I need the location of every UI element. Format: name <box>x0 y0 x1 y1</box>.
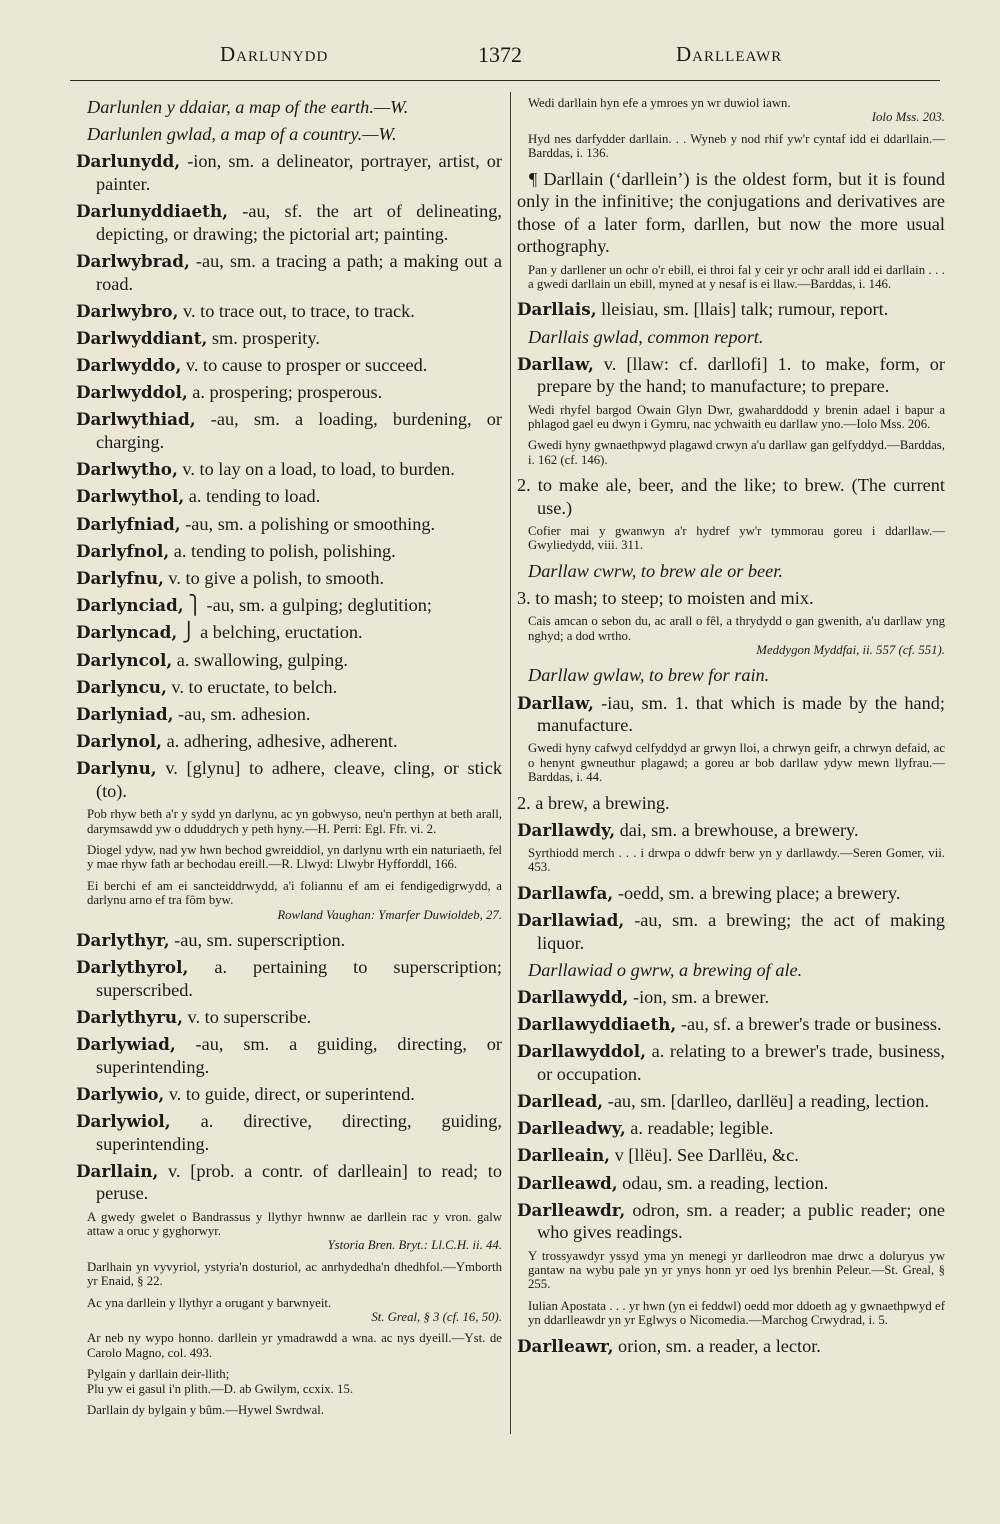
definition: v. to cause to prosper or succeed. <box>181 355 428 376</box>
quotation-source: Iolo Mss. 203. <box>871 110 945 125</box>
headword: Darlywiad, <box>76 1034 176 1055</box>
definition: 2. to make ale, beer, and the like; to brew. (The current use.) <box>517 475 945 518</box>
headword: Darllaw, <box>517 692 594 713</box>
dictionary-entry <box>76 540 502 563</box>
headword: Darllawdy, <box>517 819 616 840</box>
headword: Darlwythol, <box>76 486 185 507</box>
headword: Darllawiad, <box>517 909 625 930</box>
headword: Darlwyddiant, <box>76 327 208 348</box>
dictionary-entry <box>76 676 502 699</box>
dictionary-entry <box>517 692 945 737</box>
headword: Darllais, <box>517 299 597 320</box>
phrase-entry: Darlunlen gwlad, a map of a country.—W. <box>87 124 397 145</box>
dictionary-entry <box>76 408 502 453</box>
quotation-text: Syrthiodd merch . . . i drwpa o ddwfr berw yn y darllawdy.—Seren Gomer, vii. 453. <box>528 845 945 875</box>
quotation <box>517 614 945 657</box>
definition: lleisiau, sm. [llais] talk; rumour, report. <box>596 299 889 320</box>
definition: orion, sm. a reader, a lector. <box>613 1335 821 1356</box>
definition: -au, sm. a loading, burdening, or charging. <box>96 409 502 453</box>
quotation-text: Ar neb ny wypo honno. darllein yr ymadrawdd a wna. ac nys dyeill.—Yst. de Carolo Magno, col. 493. <box>87 1331 502 1360</box>
quotation <box>517 524 945 553</box>
dictionary-entry <box>76 703 502 726</box>
headword: Darlwybrad, <box>76 250 190 271</box>
dictionary-entry <box>76 757 502 802</box>
headword: Darlyncu, <box>76 676 167 697</box>
dictionary-entry <box>76 485 502 508</box>
running-head-left: Darlunydd <box>220 42 329 66</box>
dictionary-entry <box>76 649 502 672</box>
dictionary-entry <box>517 587 945 610</box>
headword: Darlunydd, <box>76 151 181 172</box>
definition: -au, sm. superscription. <box>169 929 346 950</box>
dictionary-entry <box>76 1083 502 1106</box>
definition: -ion, sm. a brewer. <box>628 986 770 1007</box>
definition: -au, sm. [darlleo, darllëu] a reading, lection. <box>603 1091 930 1112</box>
definition: -au, sm. a guiding, directing, or superintending. <box>96 1034 502 1077</box>
quotation <box>76 807 502 836</box>
quotation-line: Plu yw ei gasul i'n plith.—D. ab Gwilym, ccxix. 15. <box>87 1381 354 1396</box>
headword: Darlythyru, <box>76 1006 183 1027</box>
definition: a. pertaining to superscription; superscribed. <box>96 957 502 1000</box>
quotation-text: Darlhain yn vyvyriol, ystyria'n dosturiol, ac anrhydedha'n dhedhfol.—Ymborth yr Enaid, § 22. <box>87 1259 502 1289</box>
quotation-text: Pylgain y darllain deir-llith; <box>87 1367 230 1382</box>
headword: Darlynciad, <box>76 595 184 616</box>
headword: Darlywiol, <box>76 1111 171 1132</box>
dictionary-entry <box>76 929 502 952</box>
phrase-entry: Darllawiad o gwrw, a brewing of ale. <box>528 959 803 980</box>
definition: -au, sf. a brewer's trade or business. <box>676 1014 942 1035</box>
quotation-text: A gwedy gwelet o Bandrassus y llythyr hwnnw ae darllein rac y vron. galw attaw a oruc y gyghorwyr. <box>87 1209 502 1239</box>
definition: v. to superscribe. <box>182 1006 312 1027</box>
dictionary-entry <box>517 986 945 1009</box>
quotation <box>517 1299 945 1328</box>
headword: Darlwyddo, <box>76 355 182 376</box>
definition: ⎭ a belching, eructation. <box>177 622 363 643</box>
definition: ⎫ -au, sm. a gulping; deglutition; <box>183 595 432 616</box>
dictionary-entry <box>517 792 945 815</box>
column-divider <box>510 92 511 1434</box>
quotation <box>76 843 502 872</box>
quotation-text: Hyd nes darfydder darllain. . . Wyneb y nod rhif yw'r cyntaf idd ei ddarllain.—Barddas, i. 136. <box>528 131 945 161</box>
quotation-text: Cofier mai y gwanwyn a'r hydref yw'r tymmorau goreu i ddarllaw.—Gwyliedydd, viii. 311. <box>528 523 945 553</box>
quotation <box>517 846 945 875</box>
headword: Darlyncad, <box>76 622 178 643</box>
dictionary-entry <box>76 381 502 404</box>
headword: Darlyfniad, <box>76 513 181 534</box>
dictionary-entry <box>76 956 502 1001</box>
dictionary-entry <box>76 730 502 753</box>
definition: a. directive, directing, guiding, superintending. <box>96 1111 502 1154</box>
dictionary-entry <box>517 1090 945 1113</box>
definition: v. [llaw: cf. darllofi] 1. to make, form, or prepare by the hand; to manufacture; to prepare. <box>537 353 945 397</box>
quotation-text: Y trossyawdyr yssyd yma yn menegi yr darlleodron mae drwc a doluryus yw gantaw na wybu pale yn yr ynys honn yr oed lys brenhin Peleur.—St. Greal, § 255. <box>528 1248 945 1292</box>
headword: Darlythyr, <box>76 929 170 950</box>
running-head-right: Darlleawr <box>676 42 783 66</box>
definition: a. tending to polish, polishing. <box>169 540 396 561</box>
dictionary-entry <box>517 1199 945 1244</box>
headword: Darlunyddiaeth, <box>76 201 228 222</box>
dictionary-entry <box>76 458 502 481</box>
page-number: 1372 <box>478 42 522 67</box>
definition: v. to give a polish, to smooth. <box>163 568 385 588</box>
dictionary-entry <box>517 1172 945 1195</box>
definition: -au, sf. the art of delineating, depicting, or drawing; the pictorial art; painting. <box>96 201 502 244</box>
dictionary-entry <box>517 819 945 842</box>
dictionary-entry <box>517 909 945 954</box>
headword: Darlynol, <box>76 731 163 752</box>
quotation-text: Ac yna darllein y llythyr a orugant y barwnyeit. <box>87 1295 332 1310</box>
definition: -iau, sm. 1. that which is made by the hand; manufacture. <box>537 692 945 736</box>
dictionary-entry <box>517 1013 945 1036</box>
headword: Darllawydd, <box>517 986 629 1007</box>
dictionary-entry <box>76 1033 502 1078</box>
quotation <box>76 1260 502 1289</box>
dictionary-entry <box>76 327 502 350</box>
headword: Darlwyddol, <box>76 382 188 403</box>
headword: Darllawfa, <box>517 882 614 903</box>
definition: -ion, sm. a delineator, portrayer, artist, or painter. <box>96 151 502 194</box>
quotation-source: Meddygon Myddfai, ii. 557 (cf. 551). <box>756 642 945 657</box>
headword: Darlyfnu, <box>76 568 164 588</box>
quotation <box>76 1210 502 1253</box>
quotation <box>76 1296 502 1325</box>
dictionary-entry <box>76 594 502 617</box>
definition: a. readable; legible. <box>625 1118 774 1139</box>
quotation <box>517 1249 945 1292</box>
dictionary-entry <box>76 150 502 195</box>
headword: Darlwybro, <box>76 300 179 321</box>
dictionary-entry <box>517 353 945 398</box>
dictionary-entry <box>76 200 502 245</box>
headword: Darlyniad, <box>76 703 174 724</box>
headword: Darlynu, <box>76 758 157 779</box>
definition: -au, sm. a brewing; the act of making liquor. <box>537 909 945 953</box>
definition: a. tending to load. <box>184 486 321 507</box>
dictionary-entry <box>517 1040 945 1085</box>
dictionary-entry <box>76 250 502 295</box>
dictionary-entry <box>517 474 945 519</box>
quotation <box>76 879 502 922</box>
definition: -au, sm. a polishing or smoothing. <box>180 513 436 534</box>
quotation-text: Pob rhyw beth a'r y sydd yn darlynu, ac yn gobwyso, neu'n perthyn at beth arall, darymsawdd yw o dduddrych y peth hyny.—H. Perri: Egl. Ffr. vi. 2. <box>87 807 502 836</box>
headword: Darlleawdr, <box>517 1199 626 1220</box>
definition: 2. a brew, a brewing. <box>517 792 670 813</box>
definition: dai, sm. a brewhouse, a brewery. <box>615 819 859 840</box>
phrase-entry: Darllaw gwlaw, to brew for rain. <box>528 665 770 686</box>
definition: odau, sm. a reading, lection. <box>617 1172 829 1193</box>
definition: a. prospering; prosperous. <box>187 382 383 403</box>
definition: a. relating to a brewer's trade, business, or occupation. <box>537 1041 945 1084</box>
quotation <box>517 132 945 161</box>
quotation-text: Diogel ydyw, nad yw hwn bechod gwreiddiol, yn darlynu wrth ein naturiaeth, fel y mae rhyw fath ar bechodau ereill.—R. Llwyd: Llwybr Hyfforddl, 166. <box>87 842 502 872</box>
definition: v. [prob. a contr. of darlleain] to read; to peruse. <box>96 1160 502 1204</box>
quotation-text: Gwedi hyny gwnaethpwyd plagawd crwyn a'u darllaw gan gelfyddyd.—Barddas, i. 162 (cf. 146). <box>528 438 945 467</box>
quotation-text: Darllain dy bylgain y bûm.—Hywel Swrdwal. <box>87 1403 325 1418</box>
quotation-text: Pan y darllener un ochr o'r ebill, ei throi fal y ceir yr ochr arall idd ei darllain . . . a gwedi darllain un ebill, myned at y nesaf is ei llaw.—Barddas, i. 146. <box>528 262 945 291</box>
headword: Darlwythiad, <box>76 409 196 430</box>
quotation <box>76 1367 502 1396</box>
headword: Darllawyddiaeth, <box>517 1014 677 1035</box>
headword: Darlyfnol, <box>76 540 170 561</box>
dictionary-entry <box>76 1110 502 1155</box>
dictionary-entry <box>517 1335 945 1358</box>
quotation-text: Wedi rhyfel bargod Owain Glyn Dwr, gwaharddodd y brenin adael i bapur a phlagod gael eu dwyn i Gymru, nac ychwaith eu darllaw yno.—Iolo Mss. 206. <box>528 402 945 431</box>
headword: Darlywio, <box>76 1083 165 1104</box>
headword: Darlythyrol, <box>76 957 189 978</box>
headword: Darllead, <box>517 1091 604 1112</box>
definition: a. swallowing, gulping. <box>172 649 348 670</box>
dictionary-entry <box>76 1160 502 1205</box>
left-column <box>76 96 502 1425</box>
quotation <box>517 403 945 432</box>
usage-note: ¶ Darllain (‘darllein’) is the oldest form, but it is found only in the infinitive; the conjugations and derivatives are those of a later form, darllen, but now the more usual orthography. <box>517 168 945 257</box>
dictionary-entry <box>76 621 502 644</box>
quotation <box>517 263 945 292</box>
headword: Darlyncol, <box>76 649 173 670</box>
dictionary-entry <box>517 882 945 905</box>
headword: Darllain, <box>76 1160 159 1181</box>
dictionary-entry <box>76 513 502 536</box>
phrase-entry: Darlunlen y ddaiar, a map of the earth.—W. <box>87 97 409 117</box>
definition: sm. prosperity. <box>207 327 320 348</box>
quotation <box>76 1331 502 1360</box>
quotation <box>76 1403 502 1417</box>
definition: v. to lay on a load, to load, to burden. <box>177 459 455 480</box>
definition: v. [glynu] to adhere, cleave, cling, or stick (to). <box>96 758 502 801</box>
dictionary-entry <box>76 567 502 590</box>
definition: -au, sm. adhesion. <box>173 703 311 724</box>
quotation-source: Rowland Vaughan: Ymarfer Duwioldeb, 27. <box>277 907 502 922</box>
headword: Darlleain, <box>517 1145 610 1166</box>
definition: 3. to mash; to steep; to moisten and mix. <box>517 587 814 608</box>
phrase-entry: Darllais gwlad, common report. <box>528 326 764 347</box>
quotation-text: Cais amcan o sebon du, ac arall o fêl, a thrydydd o gan gwenith, a'u darllaw yng nghyd; a dod wrtho. <box>528 614 945 643</box>
quotation <box>517 741 945 784</box>
definition: v. to trace out, to trace, to track. <box>178 300 415 321</box>
quotation-source: Ystoria Bren. Bryt.: Ll.C.H. ii. 44. <box>327 1238 502 1253</box>
definition: a. adhering, adhesive, adherent. <box>162 731 398 752</box>
definition: odron, sm. a reader; a public reader; one who gives readings. <box>537 1199 945 1243</box>
dictionary-entry <box>76 354 502 377</box>
headword: Darlleawr, <box>517 1335 614 1356</box>
quotation <box>517 96 945 125</box>
quotation <box>517 438 945 467</box>
dictionary-entry <box>76 300 502 323</box>
dictionary-entry <box>517 1117 945 1140</box>
quotation-text: Ei berchi ef am ei sancteiddrwydd, a'i foliannu ef am ei fendigedigrwydd, a darlynu arno ef tra fôm byw. <box>87 878 502 908</box>
definition: -au, sm. a tracing a path; a making out a road. <box>96 250 502 294</box>
definition: v. to eructate, to belch. <box>166 676 338 697</box>
dictionary-entry <box>517 298 945 321</box>
quotation-text: Iulian Apostata . . . yr hwn (yn ei feddwl) oedd mor ddoeth ag y gwnaethpwyd ef yn ddarlleawdr yn yr Eglwys o Nicomedia.—Marchog Crwydrad, i. 5. <box>528 1298 945 1328</box>
dictionary-entry <box>517 1144 945 1167</box>
quotation-text: Wedi darllain hyn efe a ymroes yn wr duwiol iawn. <box>528 96 791 110</box>
right-column <box>517 96 945 1362</box>
headword: Darlwytho, <box>76 459 178 480</box>
phrase-entry: Darllaw cwrw, to brew ale or beer. <box>528 560 783 581</box>
headword: Darlleawd, <box>517 1172 618 1193</box>
headword: Darllaw, <box>517 353 594 374</box>
headword: Darllawyddol, <box>517 1041 646 1062</box>
header-rule <box>70 80 940 81</box>
definition: -oedd, sm. a brewing place; a brewery. <box>613 882 901 903</box>
quotation-text: Gwedi hyny cafwyd celfyddyd ar grwyn lloi, a chrwyn geifr, a chrwyn defaid, ac o henynt gwneuthur plagawd; a goreu ar bob darllaw ydyw mewn llyfrau.—Barddas, i. 44. <box>528 741 945 785</box>
definition: v [llëu]. See Darllëu, &c. <box>610 1145 799 1166</box>
quotation-source: St. Greal, § 3 (cf. 16, 50). <box>371 1310 502 1325</box>
headword: Darlleadwy, <box>517 1118 626 1139</box>
definition: v. to guide, direct, or superintend. <box>164 1083 415 1104</box>
dictionary-entry <box>76 1006 502 1029</box>
